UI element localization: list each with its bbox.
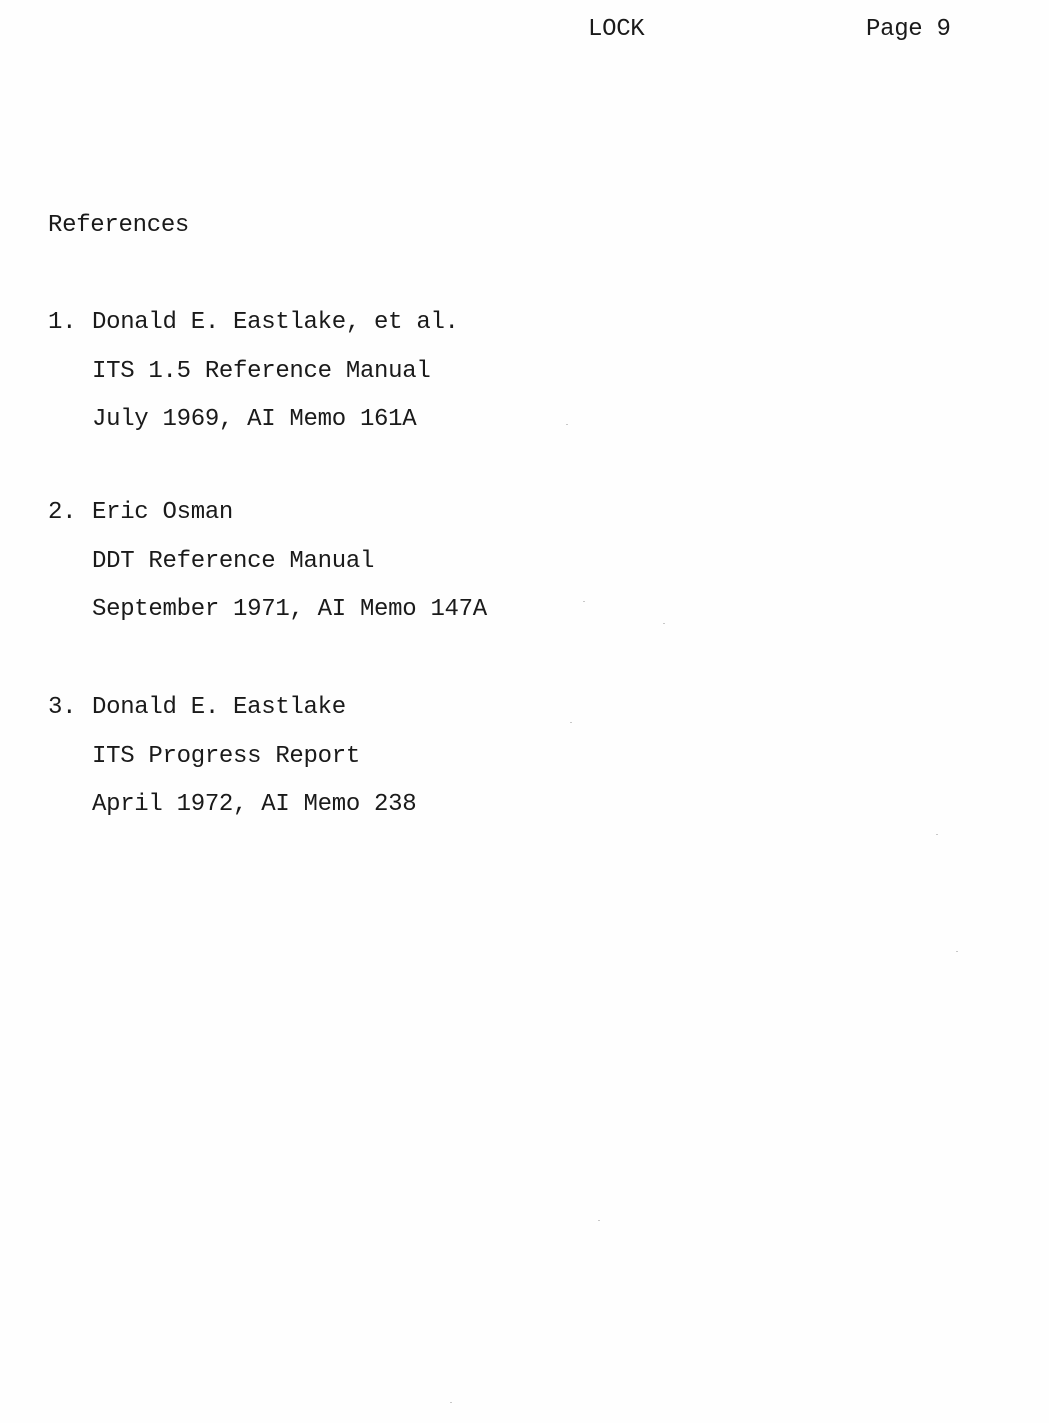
reference-item: [48, 693, 748, 839]
reference-title: DDT Reference Manual: [92, 547, 375, 575]
reference-author: Donald E. Eastlake: [92, 694, 346, 721]
reference-item: [48, 498, 748, 644]
reference-author-line: [48, 498, 748, 547]
reference-author-line: [48, 308, 748, 357]
header-title: LOCK: [588, 16, 645, 43]
scan-speck: [570, 722, 572, 723]
reference-item: [48, 308, 748, 454]
reference-title: ITS 1.5 Reference Manual: [92, 357, 431, 385]
scan-speck: [566, 424, 568, 425]
reference-title: ITS Progress Report: [92, 742, 360, 770]
reference-date-memo: April 1972, AI Memo 238: [92, 791, 417, 818]
scan-speck: [598, 1220, 600, 1221]
reference-number: 2.: [48, 499, 77, 526]
reference-author: Eric Osman: [92, 499, 234, 526]
reference-date-memo: September 1971, AI Memo 147A: [92, 596, 487, 623]
reference-author: Donald E. Eastlake, et al.: [92, 309, 459, 336]
reference-number: 3.: [48, 694, 77, 721]
reference-date-memo: July 1969, AI Memo 161A: [92, 406, 417, 433]
scan-speck: [663, 623, 665, 624]
scan-speck: [450, 1402, 452, 1403]
scan-speck: [583, 601, 585, 602]
scan-speck: [956, 951, 958, 952]
reference-number: 1.: [48, 309, 77, 336]
scan-speck: [936, 834, 938, 835]
section-title: References: [48, 212, 190, 239]
page-number: Page 9: [866, 16, 951, 43]
reference-author-line: [48, 693, 748, 742]
